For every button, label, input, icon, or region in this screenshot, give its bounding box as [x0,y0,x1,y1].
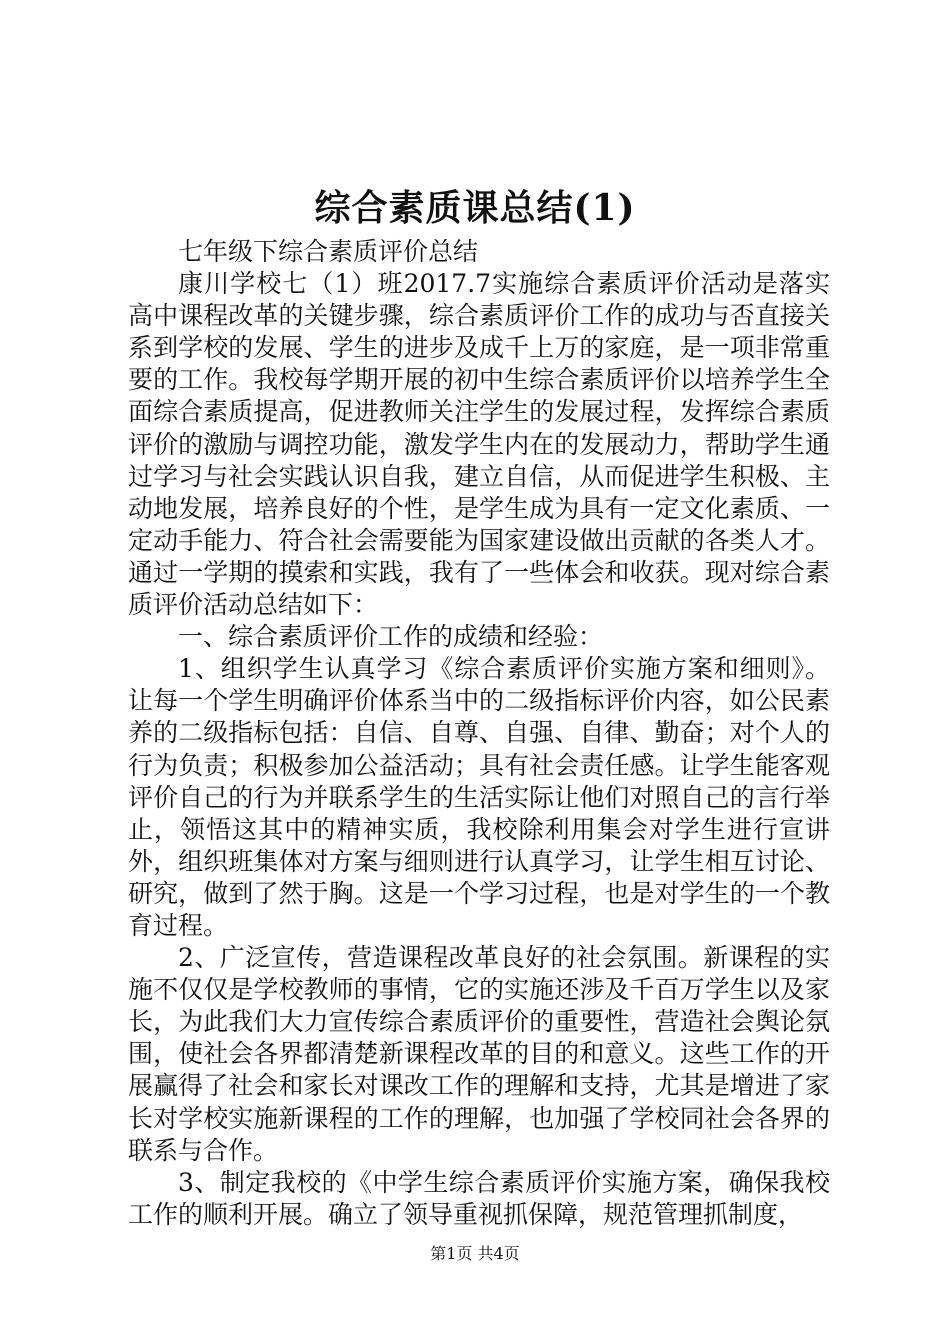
document-body [128,236,830,1231]
paragraph-section-heading: 一、综合素质评价工作的成绩和经验： [178,622,604,652]
page-number-footer: 第1页 共4页 [430,1244,520,1263]
paragraph-item-2: 2、广泛宣传，营造课程改革良好的社会氛围。新课程的实施不仅仅是学校教师的事情，它的实施还涉及千百万学生以及家长，为此我们大力宣传综合素质评价的重要性，营造社会舆论氛围，使社会各界都清楚新课程改革的目的和意义。这些工作的开展赢得了社会和家长对课改工作的理解和支持，尤其是增进了家长对学校实施新课程的工作的理解，也加强了学校同社会各界的联系与合作。 [128,943,830,1165]
paragraph-intro: 康川学校七（1）班2017.7实施综合素质评价活动是落实高中课程改革的关键步骤，综合素质评价工作的成功与否直接关系到学校的发展、学生的进步及成千上万的家庭，是一项非常重要的工作。我校每学期开展的初中生综合素质评价以培养学生全面综合素质提高，促进教师关注学生的发展过程，发挥综合素质评价的激励与调控功能，激发学生内在的发展动力，帮助学生通过学习与社会实践认识自我，建立自信，从而促进学生积极、主动地发展，培养良好的个性，是学生成为具有一定文化素质、一定动手能力、符合社会需要能为国家建设做出贡献的各类人才。通过一学期的摸索和实践，我有了一些体会和收获。现对综合素质评价活动总结如下： [128,269,830,620]
paragraph-item-1: 1、组织学生认真学习《综合素质评价实施方案和细则》。让每一个学生明确评价体系当中的二级指标评价内容，如公民素养的二级指标包括：自信、自尊、自强、自律、勤奋；对个人的行为负责；积极参加公益活动；具有社会责任感。让学生能客观评价自己的行为并联系学生的生活实际让他们对照自己的言行举止，领悟这其中的精神实质，我校除利用集会对学生进行宣讲外，组织班集体对方案与细则进行认真学习，让学生相互讨论、研究，做到了然于胸。这是一个学习过程，也是对学生的一个教育过程。 [128,654,830,940]
paragraph-item-3: 3、制定我校的《中学生综合素质评价实施方案，确保我校工作的顺利开展。确立了领导重视抓保障，规范管理抓制度， [128,1167,830,1229]
document-title: 综合素质课总结(1) [314,187,636,229]
paragraph-subtitle: 七年级下综合素质评价总结 [178,237,479,266]
